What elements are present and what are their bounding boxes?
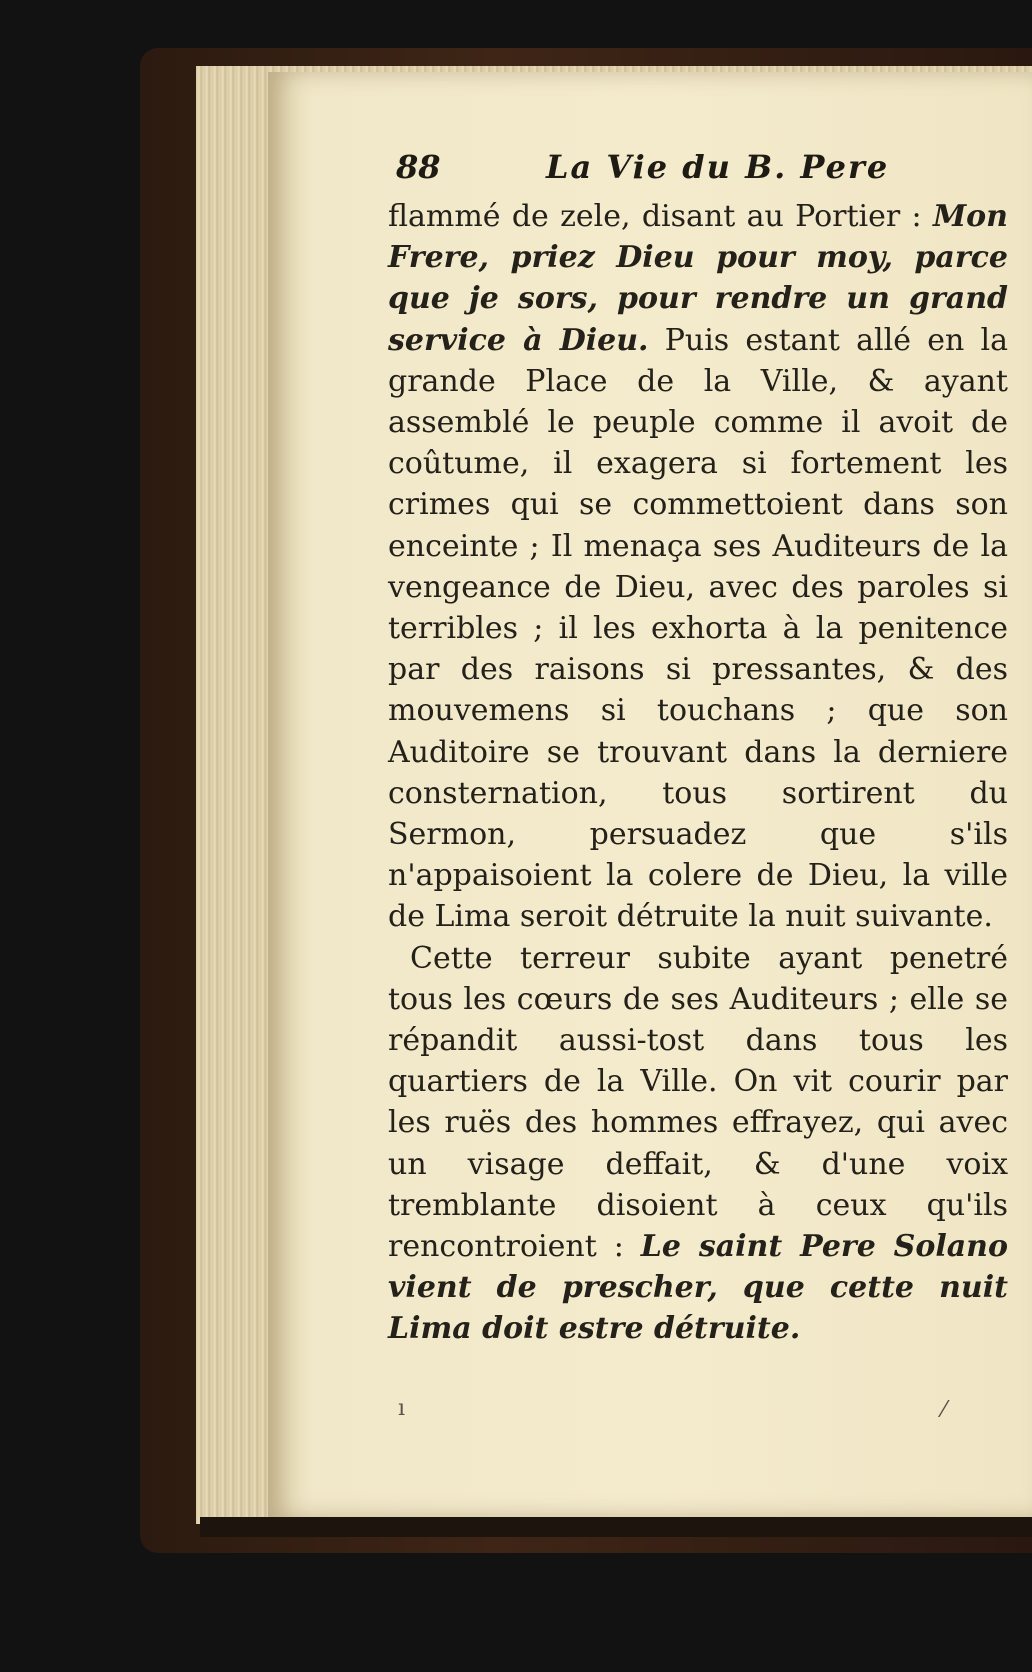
paragraph-2-segment-1: Cette terreur subite ayant penetré tous les cœurs de ses Auditeurs ; elle se répandit aussi-tost dans tous les quartiers de la Ville. On vit courir par les ruës des hommes effrayez, qui avec un visage deffait, & d'une voix tremblante disoient à ceux qu'ils rencontroient : [388, 940, 1008, 1265]
page-number: 88 [396, 148, 441, 186]
stray-pencil-mark: ⁄ [942, 1398, 946, 1423]
running-head [396, 148, 1016, 192]
body-text [388, 196, 1008, 1350]
running-title: La Vie du B. Pere [546, 148, 890, 186]
paragraph-1 [388, 196, 1008, 938]
page-bottom-shadow [200, 1517, 1032, 1537]
paragraph-1-segment-1: flammé de zele, disant au Portier : [388, 199, 933, 234]
paragraph-1-italic-quote: Mon Frere, priez Dieu pour moy, parce que je sors, pour rendre un grand service à Dieu. [388, 199, 1008, 358]
stray-ink-mark: ı [398, 1396, 406, 1421]
paragraph-1-segment-3: Puis estant allé en la grande Place de la Ville, & ayant assemblé le peuple comme il avoit de coûtume, il exagera si fortement les crimes qui se commettoient dans son enceinte ; Il menaça ses Auditeurs de la vengeance de Dieu, avec des paroles si terribles ; il les exhorta à la penitence par des raisons si pressantes, & des mouvemens si touchans ; que son Auditoire se trouvant dans la derniere consternation, tous sortirent du Sermon, persuadez que s'ils n'appaisoient la colere de Dieu, la ville de Lima seroit détruite la nuit suivante. [388, 322, 1008, 935]
paragraph-2-italic-quote: Le saint Pere Solano vient de prescher, que cette nuit Lima doit estre détruite. [388, 1229, 1008, 1347]
paragraph-2 [388, 938, 1008, 1350]
